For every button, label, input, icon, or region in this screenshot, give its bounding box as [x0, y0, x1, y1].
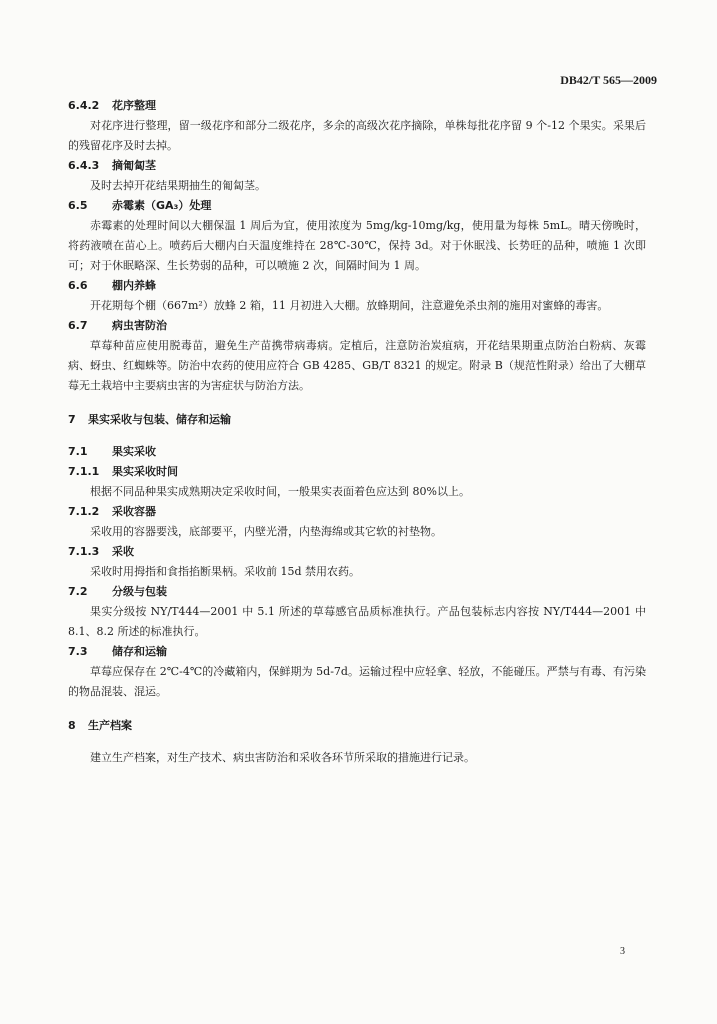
- section-title: 储存和运输: [112, 645, 167, 658]
- paragraph-7-2: 果实分级按 NY/T444—2001 中 5.1 所述的草莓感官品质标准执行。产品包装标志内容按 NY/T444—2001 中 8.1、8.2 所述的标准执行。: [68, 605, 646, 638]
- document-body: [68, 96, 646, 768]
- document-code: DB42/T 565—2009: [560, 73, 657, 87]
- section-number: 8: [68, 719, 76, 732]
- heading-7-2: [68, 582, 646, 602]
- paragraph-8: 建立生产档案，对生产技术、病虫害防治和采收各环节所采取的措施进行记录。: [90, 751, 475, 764]
- heading-6-5: [68, 196, 646, 216]
- section-title: 摘匍匐茎: [112, 159, 156, 172]
- page-number: 3: [620, 946, 625, 957]
- heading-7-1: [68, 442, 646, 462]
- section-number: 6.5: [68, 199, 88, 212]
- section-number: 7: [68, 413, 76, 426]
- section-title: 果实采收时间: [112, 465, 178, 478]
- section-title: 棚内养蜂: [112, 279, 156, 292]
- section-number: 7.1.3: [68, 545, 100, 558]
- heading-6-6: [68, 276, 646, 296]
- section-number: 7.1.1: [68, 465, 100, 478]
- heading-8: [68, 716, 646, 736]
- section-title: 花序整理: [112, 99, 156, 112]
- section-number: 6.7: [68, 319, 88, 332]
- paragraph-6-5: 赤霉素的处理时间以大棚保温 1 周后为宜，使用浓度为 5mg/kg-10mg/kg，使用量为每株 5mL。晴天傍晚时，将药液喷在苗心上。喷药后大棚内白天温度维持在 28℃-30℃，保持 3d。对于休眠浅、长势旺的品种，喷施 1 次即可；对于休眠略深、生长势弱的品种，可以喷施 2 次，间隔时间为 1 周。: [68, 219, 646, 272]
- heading-7: [68, 410, 646, 430]
- section-title: 采收: [112, 545, 134, 558]
- heading-7-1-2: [68, 502, 646, 522]
- paragraph-7-1-1: 根据不同品种果实成熟期决定采收时间，一般果实表面着色应达到 80%以上。: [90, 485, 470, 498]
- section-number: 7.1: [68, 445, 88, 458]
- heading-7-3: [68, 642, 646, 662]
- paragraph-7-1-3: 采收时用拇指和食指掐断果柄。采收前 15d 禁用农药。: [90, 565, 361, 578]
- section-title: 赤霉素（GA₃）处理: [112, 199, 212, 212]
- section-title: 果实采收: [112, 445, 156, 458]
- heading-6-4-2: [68, 96, 646, 116]
- paragraph-6-6: 开花期每个棚（667m²）放蜂 2 箱，11 月初进入大棚。放蜂期间，注意避免杀虫剂的施用对蜜蜂的毒害。: [90, 299, 609, 312]
- paragraph-7-3: 草莓应保存在 2℃-4℃的冷藏箱内，保鲜期为 5d-7d。运输过程中应轻拿、轻放，不能碰压。严禁与有毒、有污染的物品混装、混运。: [68, 665, 646, 698]
- section-number: 6.4.2: [68, 99, 100, 112]
- paragraph-6-7: 草莓种苗应使用脱毒苗，避免生产苗携带病毒病。定植后，注意防治炭疽病，开花结果期重点防治白粉病、灰霉病、蚜虫、红蜘蛛等。防治中农药的使用应符合 GB 4285、GB/T 8321 的规定。附录 B（规范性附录）给出了大棚草莓无土栽培中主要病虫害的为害症状与防治方法。: [68, 339, 646, 392]
- section-number: 6.4.3: [68, 159, 100, 172]
- section-title: 生产档案: [88, 719, 132, 732]
- heading-7-1-1: [68, 462, 646, 482]
- section-title: 分级与包装: [112, 585, 167, 598]
- paragraph-6-4-3: 及时去掉开花结果期抽生的匍匐茎。: [90, 179, 266, 192]
- section-title: 病虫害防治: [112, 319, 167, 332]
- section-number: 7.3: [68, 645, 88, 658]
- heading-6-7: [68, 316, 646, 336]
- section-number: 6.6: [68, 279, 88, 292]
- section-title: 采收容器: [112, 505, 156, 518]
- heading-7-1-3: [68, 542, 646, 562]
- heading-6-4-3: [68, 156, 646, 176]
- paragraph-6-4-2: 对花序进行整理，留一级花序和部分二级花序，多余的高级次花序摘除，单株每批花序留 9 个-12 个果实。采果后的残留花序及时去掉。: [68, 119, 646, 152]
- section-number: 7.2: [68, 585, 88, 598]
- section-number: 7.1.2: [68, 505, 100, 518]
- section-title: 果实采收与包装、储存和运输: [88, 413, 231, 426]
- paragraph-7-1-2: 采收用的容器要浅，底部要平，内壁光滑，内垫海绵或其它软的衬垫物。: [90, 525, 442, 538]
